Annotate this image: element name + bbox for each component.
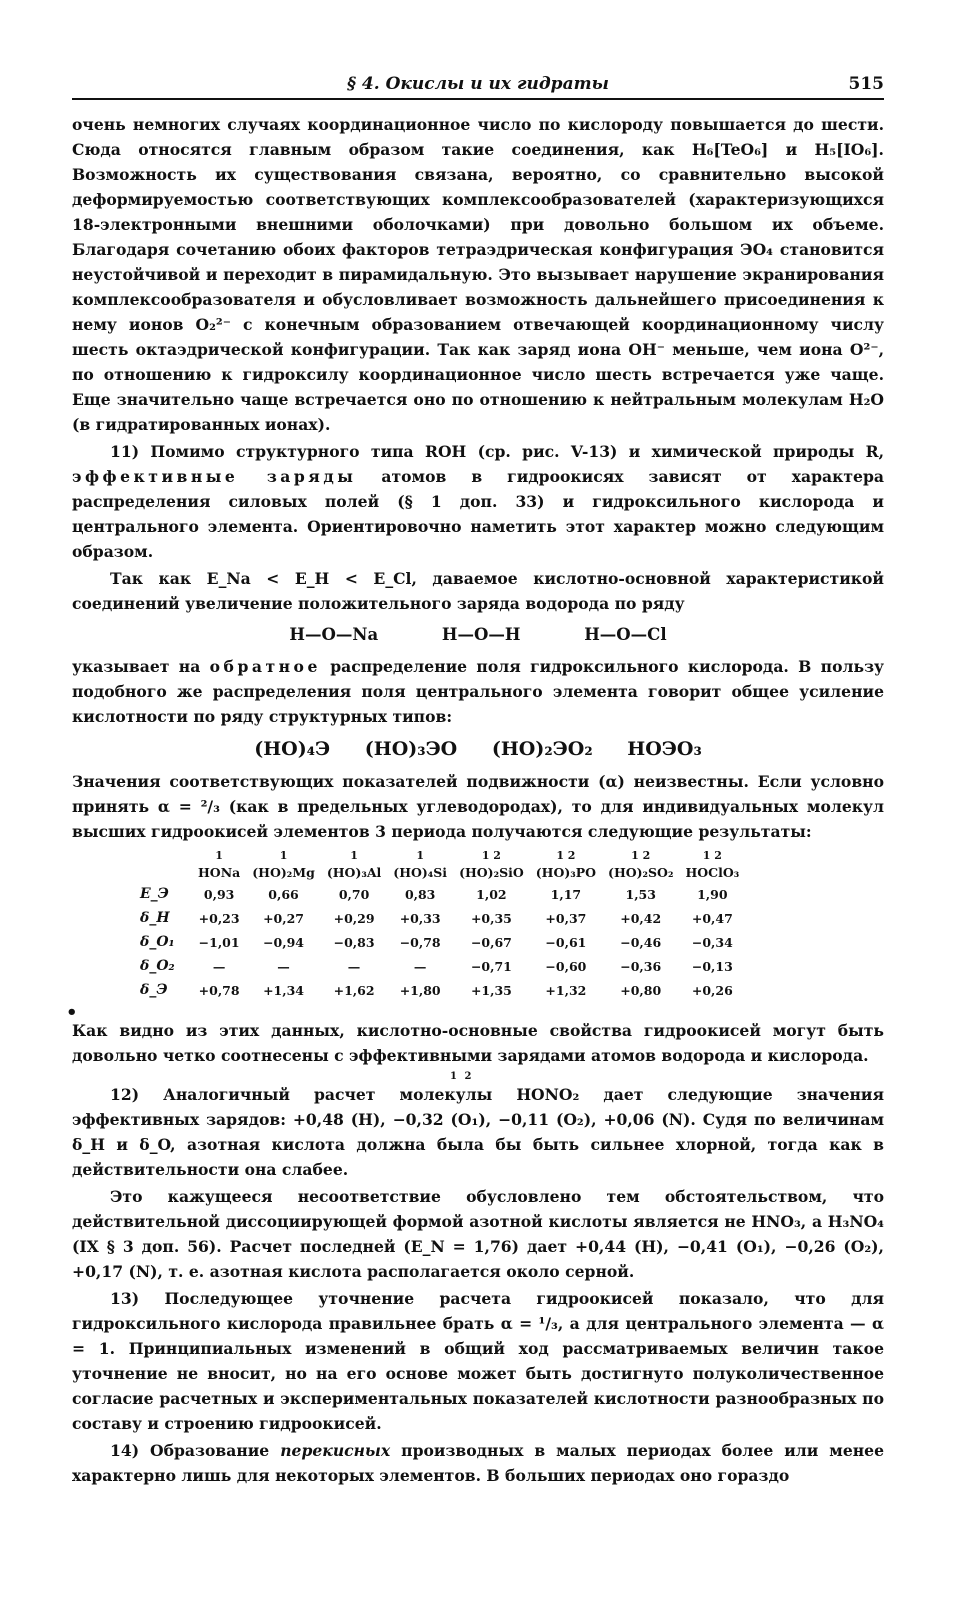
table-column-header: HOClO₃	[685, 864, 740, 880]
table-header-row	[134, 862, 745, 882]
charges-table	[134, 850, 745, 1002]
paragraph-reverse-end: распределение поля гидроксильного кислорода. В пользу подобного же распределения поля центрального элемента говорит общее усиление кислотности по ряду структурных типов:	[72, 657, 885, 726]
table-row	[134, 978, 745, 1002]
formula-type-2: (HO)₃ЭO	[364, 738, 458, 760]
spaced-term-effective-charges: эффективные заряды	[72, 467, 357, 486]
table-row	[134, 882, 745, 906]
paragraph-12: 12) Аналогичный расчет молекулы HONO₂ дает следующие значения эффективных зарядов: +0,48 (H), −0,32 (O₁), −0,11 (O₂), +0,06 (N). Судя по величинам δ_H и δ_O, азотная кислота должна была бы быть сильнее хлорной, тогда как в действительности она слабее.	[72, 1085, 884, 1179]
formula-h-o-h: H—O—H	[441, 625, 521, 644]
table-cell: −0,61	[545, 934, 587, 950]
table-cell: 0,83	[404, 886, 436, 902]
table-mark: 1	[350, 849, 358, 862]
table-mark: 1	[279, 849, 288, 862]
table-column-header: (HO)₂Mg	[252, 864, 315, 880]
table-cell: +1,62	[333, 982, 375, 998]
table-row-label: δ_Э	[140, 982, 168, 998]
table-cell: 1,02	[476, 886, 507, 902]
table-cell: +1,35	[470, 982, 512, 998]
formula-type-3: (HO)₂ЭO₂	[491, 738, 593, 760]
spaced-term-reverse: обратное	[209, 657, 321, 676]
paragraph-11-end: атомов в гидроокисях зависят от характера распределения силовых полей (§ 1 доп. 33) и гидроксильного кислорода и центрального элемента. Ориентировочно наметить этот характер можно следующим образом.	[72, 467, 884, 561]
table-column-header: HONa	[198, 864, 241, 880]
table-cell: −0,94	[263, 934, 304, 950]
running-title: § 4. Окислы и их гидраты	[347, 74, 609, 94]
table-cell: +0,78	[198, 982, 240, 998]
paragraph-14-start: 14) Образование	[110, 1441, 270, 1460]
table-row-label: δ_H	[140, 910, 170, 926]
table-cell: —	[413, 958, 427, 974]
paragraph-continuation: очень немногих случаях координационное число по кислороду повышается до шести. Сюда относятся главным образом такие соединения, как H₆[TeO₆] и H₅[IO₆]. Возможность их существования связана, вероятно, со сравнительно высокой деформируемостью соответствующих комплексообразователей (характеризующихся 18-электронными внешними оболочками) при довольно большом их объеме. Благодаря сочетанию обоих факторов тетраэдрическая конфигурация ЭO₄ становится неустойчивой и переходит в пирамидальную. Это вызывает нарушение экранирования комплексообразователя и обусловливает возможность дальнейшего присоединения к нему ионов O₂²⁻ с конечным образованием отвечающей координационному числу шесть октаэдрической конфигурации. Так как заряд иона OH⁻ меньше, чем иона O²⁻, по отношению к гидроксилу координационное число шесть встречается уже чаще. Еще значительно чаще встречается оно по отношению к нейтральным молекулам H₂O (в гидратированных ионах).	[72, 115, 884, 434]
table-cell: −0,71	[470, 958, 512, 974]
table-row-label: E_Э	[140, 886, 169, 902]
table-cell: —	[277, 958, 290, 974]
table-cell: +1,32	[545, 982, 587, 998]
table-cell: —	[212, 958, 226, 974]
table-cell: −0,67	[470, 934, 512, 950]
paragraph-14	[72, 1438, 884, 1488]
table-cell: +0,29	[333, 910, 375, 926]
table-cell: −0,60	[545, 958, 587, 974]
table-cell: +0,23	[198, 910, 240, 926]
table-cell: −0,83	[333, 934, 375, 950]
table-cell: +0,80	[620, 982, 662, 998]
table-column-header: (HO)₂SiO	[459, 864, 524, 880]
paragraph-14-end: производных в малых периодах более или менее характерно лишь для некоторых элементов. В больших периодах оно гораздо	[72, 1441, 884, 1485]
paragraph-13: 13) Последующее уточнение расчета гидроокисей показало, что для гидроксильного кислорода правильнее брать α = ¹/₃, а для центрального элемента — α = 1. Принципиальных изменений в общий ход рассматриваемых величин такое уточнение не вносит, но на его основе может быть достигнуто полуколичественное согласие расчетных и экспериментальных показателей кислотности разнообразных по составу и строению гидроокисей.	[72, 1289, 884, 1433]
paragraph-electronegativity: Так как E_Na < E_H < E_Cl, даваемое кислотно-основной характеристикой соединений увеличение положительного заряда водорода по ряду	[72, 569, 884, 613]
formula-row-hydrogen	[72, 620, 884, 650]
table-column-header: (HO)₄Si	[393, 864, 448, 880]
formula-row-structural-types	[72, 733, 884, 765]
table-cell: +0,33	[399, 910, 441, 926]
table-cell: +0,35	[470, 910, 512, 926]
table-row-label: δ_O₂	[140, 958, 175, 974]
table-cell: 1,53	[625, 886, 656, 902]
hono2-position-marks: 1 2	[450, 1071, 474, 1082]
table-cell: 0,66	[268, 886, 299, 902]
table-cell: +1,34	[263, 982, 304, 998]
paragraph-11-start: 11) Помимо структурного типа ROH (ср. рис. V-13) и химической природы R,	[110, 442, 884, 461]
table-cell: −0,46	[620, 934, 662, 950]
formula-type-4: HOЭO₃	[627, 738, 702, 760]
italic-term-peroxide: перекисных	[280, 1441, 391, 1460]
table-cell: +0,47	[691, 910, 733, 926]
table-cell: +0,37	[545, 910, 587, 926]
page-number: 515	[848, 74, 884, 94]
table-cell: −0,13	[691, 958, 733, 974]
table-cell: +0,42	[620, 910, 662, 926]
formula-h-o-na: H—O—Na	[289, 625, 379, 644]
table-cell: −0,34	[691, 934, 733, 950]
table-row	[134, 954, 745, 978]
formula-h-o-cl: H—O—Cl	[584, 625, 667, 644]
table-column-header: (HO)₃Al	[326, 864, 382, 880]
table-column-header: (HO)₂SO₂	[608, 864, 674, 880]
paragraph-nitric-acid: Это кажущееся несоответствие обусловлено тем обстоятельством, что действительной диссоциирующей формой азотной кислоты является не HNO₃, а H₃NO₄ (IX § 3 доп. 56). Расчет последней (E_N = 1,76) дает +0,44 (H), −0,41 (O₁), −0,26 (O₂), +0,17 (N), т. е. азотная кислота располагается около серной.	[72, 1187, 884, 1281]
table-cell: 0,70	[338, 886, 370, 902]
paragraph-11	[72, 439, 884, 564]
table-cell: −1,01	[198, 934, 240, 950]
table-cell: —	[347, 958, 361, 974]
table-marks-row	[134, 850, 745, 862]
table-cell: 0,93	[203, 886, 235, 902]
table-cell: +1,80	[399, 982, 441, 998]
table-cell: +0,27	[263, 910, 304, 926]
table-row	[134, 930, 745, 954]
table-mark: 1	[416, 849, 424, 862]
formula-type-1: (HO)₄Э	[254, 738, 331, 760]
table-mark: 1	[215, 849, 223, 862]
table-cell: −0,36	[620, 958, 662, 974]
table-mark: 1 2	[481, 849, 501, 862]
table-mark: 1 2	[702, 849, 722, 862]
paragraph-reverse-distribution	[72, 654, 884, 729]
paragraph-reverse-start: указывает на	[72, 657, 201, 676]
running-header	[72, 72, 884, 100]
table-row-label: δ_O₁	[140, 934, 175, 950]
table-mark: 1 2	[556, 849, 576, 862]
table-cell: +0,26	[691, 982, 733, 998]
paragraph-mobility: Значения соответствующих показателей подвижности (α) неизвестны. Если условно принять α = ²/₃ (как в предельных углеводородах), то для индивидуальных молекул высших гидроокисей элементов 3 периода получаются следующие результаты:	[72, 772, 884, 841]
paragraph-conclusion: Как видно из этих данных, кислотно-основные свойства гидроокисей могут быть довольно четко соотнесены с эффективными зарядами атомов водорода и кислорода.	[72, 1021, 884, 1065]
page	[66, 72, 885, 1488]
table-mark: 1 2	[631, 849, 651, 862]
table-cell: −0,78	[399, 934, 441, 950]
table-row	[134, 906, 745, 930]
table-cell: 1,17	[550, 886, 582, 902]
table-cell: 1,90	[697, 886, 728, 902]
bullet-mark: •	[66, 1002, 78, 1023]
table-column-header: (HO)₃PO	[535, 864, 597, 880]
